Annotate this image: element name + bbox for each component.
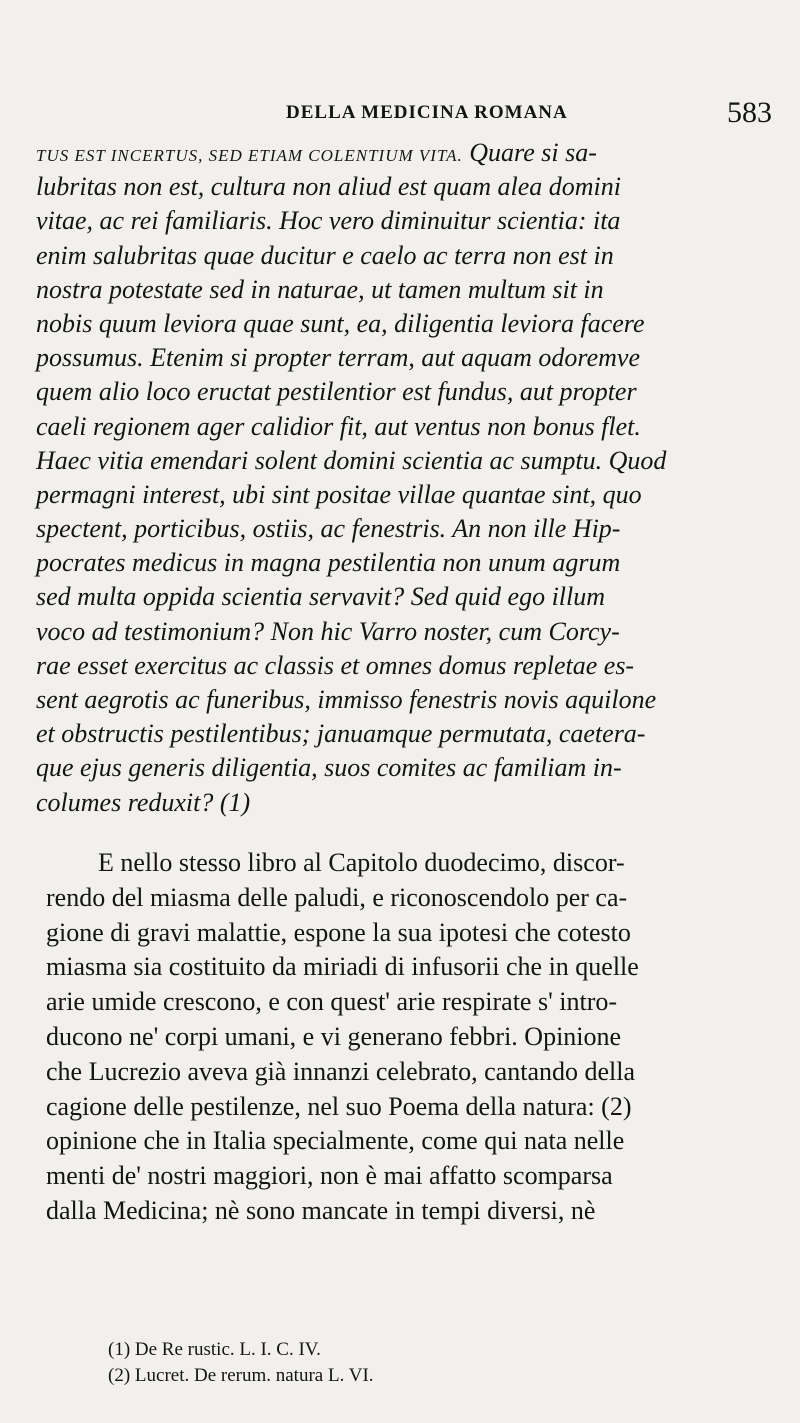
smallcaps-run: TUS EST INCERTUS, SED ETIAM COLENTIUM VITA. <box>36 146 463 165</box>
italian-line: ducono ne' corpi umani, e vi generano febbri. Opinione <box>46 1021 622 1051</box>
latin-line: permagni interest, ubi sint positae villae quantae sint, quo <box>36 479 642 509</box>
latin-line: nostra potestate sed in naturae, ut tamen multum sit in <box>36 274 604 304</box>
italian-line: gione di gravi malattie, espone la sua ipotesi che cotesto <box>46 917 631 947</box>
latin-line: nobis quum leviora quae sunt, ea, diligentia leviora facere <box>36 308 645 338</box>
latin-line: columes reduxit? (1) <box>36 787 251 817</box>
footnotes <box>108 1337 708 1389</box>
latin-line: que ejus generis diligentia, suos comites ac familiam in- <box>36 753 622 783</box>
page-header <box>30 96 772 136</box>
latin-line: quem alio loco eructat pestilentior est fundus, aut propter <box>36 377 637 407</box>
italian-paragraph <box>46 846 758 1229</box>
latin-line: spectent, porticibus, ostiis, ac fenestris. An non ille Hip- <box>36 514 621 544</box>
latin-line: rae esset exercitus ac classis et omnes domus repletae es- <box>36 650 635 680</box>
italian-line: miasma sia costituito da miriadi di infusorii che in quelle <box>46 952 639 982</box>
latin-line-first <box>36 136 756 170</box>
footnote: (1) De Re rustic. L. I. C. IV. <box>108 1339 321 1360</box>
latin-line: sent aegrotis ac funeribus, immisso fenestris novis aquilone <box>36 685 657 714</box>
italian-line: che Lucrezio aveva già innanzi celebrato, cantando della <box>46 1056 636 1086</box>
footnote: (2) Lucret. De rerum. natura L. VI. <box>108 1365 374 1386</box>
italian-line: menti de' nostri maggiori, non è mai affatto scomparsa <box>46 1161 613 1191</box>
italian-line: opinione che in Italia specialmente, come qui nata nelle <box>46 1126 625 1156</box>
latin-line: sed multa oppida scientia servavit? Sed quid ego illum <box>36 582 606 612</box>
latin-line: vitae, ac rei familiaris. Hoc vero diminuitur scientia: ita <box>36 206 621 236</box>
running-title: DELLA MEDICINA ROMANA <box>286 102 568 123</box>
latin-line: voco ad testimonium? Non hic Varro noster, cum Corcy- <box>36 616 620 646</box>
latin-line: Haec vitia emendari solent domini scientia ac sumptu. Quod <box>36 445 667 475</box>
latin-quotation <box>36 136 756 820</box>
italian-line: rendo del miasma delle paludi, e riconoscendolo per ca- <box>46 882 628 912</box>
italian-line-indented: E nello stesso libro al Capitolo duodecimo, discor- <box>98 848 625 877</box>
latin-line: caeli regionem ager calidior fit, aut ventus non bonus flet. <box>36 411 641 441</box>
page-number: 583 <box>727 96 772 129</box>
italian-line: cagione delle pestilenze, nel suo Poema della natura: (2) <box>46 1091 632 1121</box>
latin-line: et obstructis pestilentibus; januamque permutata, caetera- <box>36 719 646 749</box>
italian-line: dalla Medicina; nè sono mancate in tempi diversi, nè <box>46 1195 596 1225</box>
italian-line: arie umide crescono, e con quest' arie respirate s' intro- <box>46 987 618 1017</box>
latin-line: enim salubritas quae ducitur e caelo ac terra non est in <box>36 240 614 270</box>
latin-line-first-rest: Quare si sa- <box>462 138 597 167</box>
latin-line: lubritas non est, cultura non aliud est quam alea domini <box>36 172 621 202</box>
latin-line: possumus. Etenim si propter terram, aut aquam odoremve <box>36 343 640 373</box>
latin-line: pocrates medicus in magna pestilentia non unum agrum <box>36 548 621 578</box>
